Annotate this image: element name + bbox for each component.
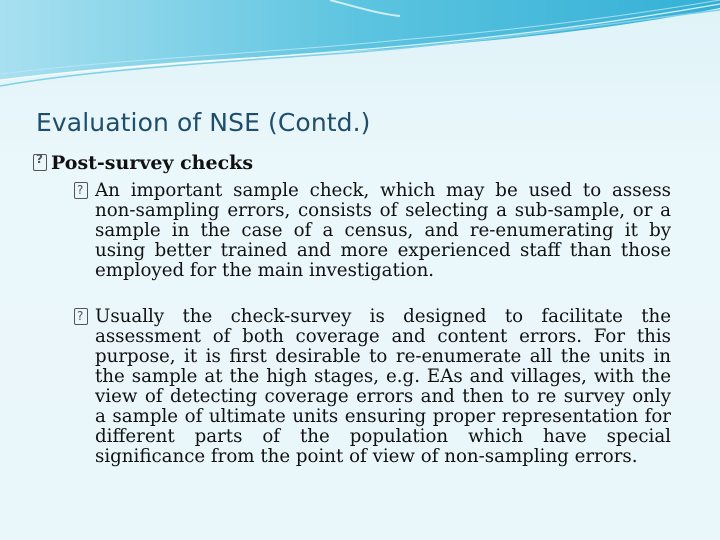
missing-glyph-box-icon: [74, 182, 88, 199]
section-heading-label: Post-survey checks: [51, 152, 254, 174]
missing-glyph-box-icon: [33, 154, 47, 171]
paragraph-1: [95, 181, 671, 281]
paragraph-1-text: An important sample check, which may be used to assess non-sampling errors, consists of selecting a sub-sample, or a sample in the case of a census, and re-enumerating it by using better trained and more experienced staff than those employed for the main investigation.: [95, 180, 671, 281]
paragraph-2: [95, 307, 671, 467]
slide-title: Evaluation of NSE (Contd.): [36, 108, 371, 137]
missing-glyph-box-icon: [74, 308, 88, 325]
section-heading: [33, 152, 253, 174]
paragraph-2-text: Usually the check-survey is designed to facilitate the assessment of both coverage and content errors. For this purpose, it is first desirable to re-enumerate all the units in the sample at the high stages, e.g. EAs and villages, with the view of detecting coverage errors and then to re survey only a sample of ultimate units ensuring proper representation for different parts of the population which have special significance from the point of view of non-sampling errors.: [95, 306, 671, 467]
header-wave-decoration: [0, 0, 720, 90]
